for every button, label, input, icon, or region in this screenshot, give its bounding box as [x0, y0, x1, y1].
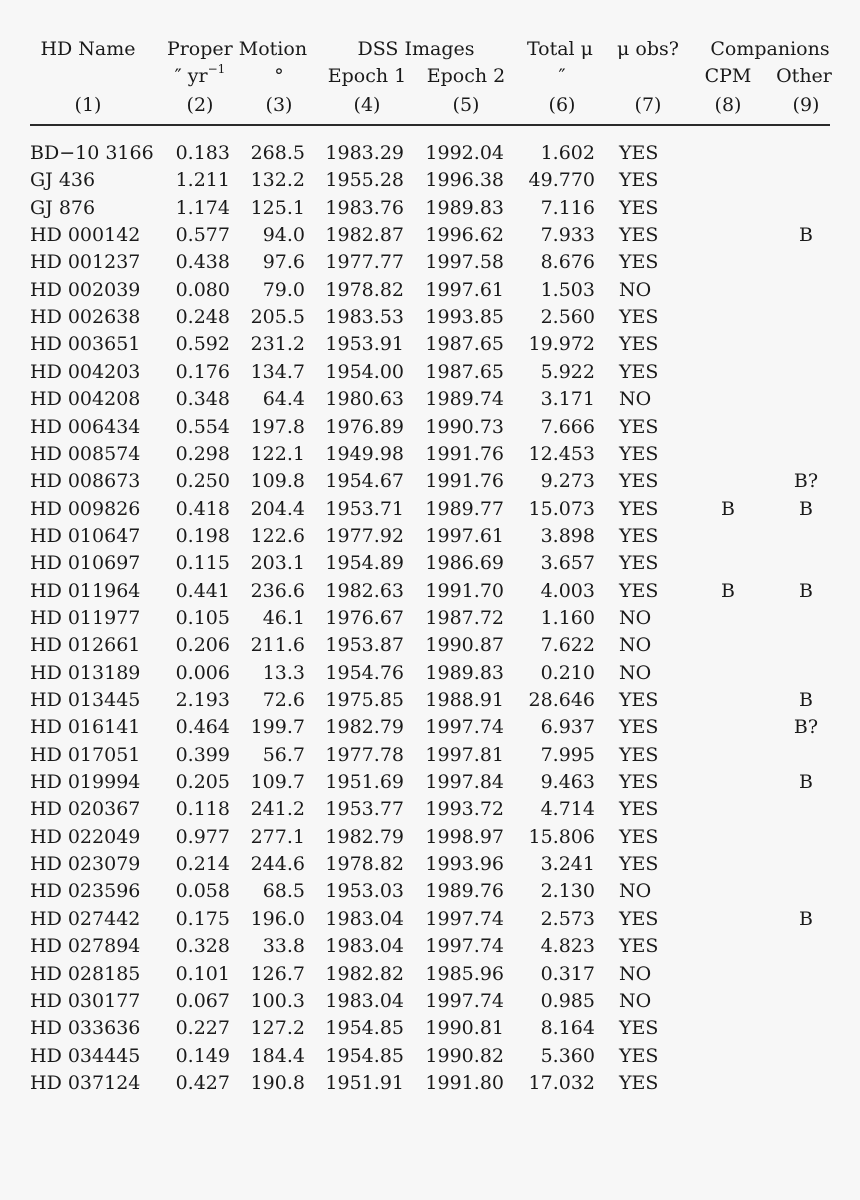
cell-obs: NO	[619, 634, 652, 657]
cell-mu: 7.933	[540, 224, 595, 247]
cell-ep1: 1978.82	[325, 278, 404, 301]
cell-ep2: 1991.80	[425, 1071, 504, 1094]
cell-pm: 0.577	[175, 224, 230, 247]
cell-pm: 0.464	[175, 716, 230, 739]
cell-ep1: 1949.98	[325, 442, 404, 465]
cell-obs: YES	[619, 552, 659, 575]
cell-mu: 3.898	[540, 524, 595, 547]
cell-ep2: 1987.72	[425, 606, 504, 629]
header-proper-motion: Proper Motion	[166, 38, 308, 60]
cell-name: HD 037124	[30, 1071, 141, 1094]
cell-pm: 0.115	[175, 552, 230, 575]
cell-obs: YES	[619, 1071, 659, 1094]
cell-obs: YES	[619, 524, 659, 547]
cell-ep2: 1997.81	[425, 743, 504, 766]
cell-ep2: 1986.69	[425, 552, 504, 575]
cell-obs: YES	[619, 333, 659, 356]
cell-name: HD 017051	[30, 743, 141, 766]
cell-name: HD 016141	[30, 716, 141, 739]
cell-ep2: 1997.61	[425, 524, 504, 547]
cell-pm: 1.211	[175, 169, 230, 192]
cell-mu: 0.210	[540, 661, 595, 684]
cell-other: B?	[793, 470, 819, 493]
cell-ep2: 1993.72	[425, 798, 504, 821]
cell-ep2: 1991.76	[425, 442, 504, 465]
cell-ep2: 1997.58	[425, 251, 504, 274]
cell-pa: 125.1	[250, 196, 305, 219]
cell-name: HD 010697	[30, 552, 141, 575]
cell-cpm: B	[721, 579, 735, 602]
cell-ep1: 1983.76	[325, 196, 404, 219]
cell-obs: YES	[619, 935, 659, 958]
header-total-mu: Total μ	[526, 38, 594, 60]
cell-pm: 0.427	[175, 1071, 230, 1094]
col-number-2: (2)	[186, 94, 214, 116]
cell-other: B	[799, 771, 813, 794]
cell-ep1: 1982.82	[325, 962, 404, 985]
cell-pm: 0.248	[175, 306, 230, 329]
cell-mu: 7.622	[540, 634, 595, 657]
cell-name: HD 013445	[30, 689, 141, 711]
cell-mu: 15.806	[528, 825, 595, 848]
cell-mu: 2.130	[540, 880, 595, 903]
cell-ep2: 1989.77	[425, 497, 504, 520]
cell-obs: YES	[619, 142, 659, 164]
cell-mu: 0.317	[540, 962, 595, 985]
cell-pm: 0.348	[175, 388, 230, 411]
cell-ep2: 1997.74	[425, 907, 504, 930]
cell-pa: 122.1	[250, 442, 305, 465]
cell-obs: YES	[619, 798, 659, 821]
cell-name: HD 002039	[30, 278, 141, 301]
cell-ep1: 1953.03	[325, 880, 404, 903]
cell-name: HD 008673	[30, 470, 141, 493]
cell-pa: 231.2	[250, 333, 305, 356]
cell-ep1: 1953.87	[325, 634, 404, 657]
cell-name: HD 023596	[30, 880, 141, 903]
cell-name: GJ 876	[30, 196, 96, 219]
cell-ep1: 1982.79	[325, 825, 404, 848]
cell-name: HD 002638	[30, 306, 141, 329]
cell-mu: 4.003	[540, 579, 595, 602]
cell-mu: 0.985	[540, 989, 595, 1012]
cell-pa: 244.6	[250, 853, 305, 876]
cell-pm: 0.105	[175, 606, 230, 629]
cell-pm: 0.227	[175, 1017, 230, 1040]
cell-mu: 3.241	[540, 853, 595, 876]
cell-pm: 0.214	[175, 853, 230, 876]
cell-ep1: 1954.00	[325, 360, 404, 383]
cell-ep2: 1996.38	[425, 169, 504, 192]
cell-name: HD 003651	[30, 333, 141, 356]
cell-mu: 2.573	[540, 907, 595, 930]
cell-ep2: 1990.81	[425, 1017, 504, 1040]
cell-obs: YES	[619, 1017, 659, 1040]
cell-mu: 1.602	[540, 142, 595, 164]
cell-ep2: 1990.73	[425, 415, 504, 438]
cell-mu: 9.273	[540, 470, 595, 493]
cell-mu: 5.922	[540, 360, 595, 383]
cell-obs: YES	[619, 907, 659, 930]
cell-pa: 197.8	[250, 415, 305, 438]
cell-obs: YES	[619, 251, 659, 274]
cell-name: HD 034445	[30, 1044, 141, 1067]
cell-name: HD 000142	[30, 224, 141, 247]
cell-obs: YES	[619, 1044, 659, 1067]
cell-name: HD 023079	[30, 853, 141, 876]
cell-pa: 204.4	[250, 497, 305, 520]
cell-ep2: 1989.74	[425, 388, 504, 411]
cell-ep1: 1954.85	[325, 1044, 404, 1067]
cell-obs: YES	[619, 853, 659, 876]
cell-ep1: 1977.78	[325, 743, 404, 766]
cell-mu: 5.360	[540, 1044, 595, 1067]
pm-rate-unit-text: ″ yr	[174, 65, 208, 87]
cell-pa: 268.5	[250, 142, 305, 164]
header-total-unit: ″	[558, 65, 566, 87]
col-number-1: (1)	[74, 94, 102, 116]
cell-ep1: 1983.04	[325, 935, 404, 958]
cell-name: HD 004208	[30, 388, 141, 411]
cell-pm: 0.175	[175, 907, 230, 930]
cell-pa: 241.2	[250, 798, 305, 821]
cell-ep1: 1977.77	[325, 251, 404, 274]
cell-pm: 0.118	[175, 798, 230, 821]
col-number-7: (7)	[634, 94, 662, 116]
header-epoch1: Epoch 1	[327, 65, 407, 87]
cell-other: B	[799, 907, 813, 930]
cell-ep2: 1987.65	[425, 333, 504, 356]
cell-name: GJ 436	[30, 169, 96, 192]
cell-obs: YES	[619, 470, 659, 493]
cell-obs: YES	[619, 743, 659, 766]
cell-pa: 97.6	[262, 251, 305, 274]
cell-ep1: 1982.79	[325, 716, 404, 739]
cell-name: HD 022049	[30, 825, 141, 848]
cell-pm: 0.438	[175, 251, 230, 274]
cell-name: HD 020367	[30, 798, 141, 821]
cell-pa: 132.2	[250, 169, 305, 192]
header-pm-angle-unit: °	[274, 65, 284, 87]
cell-pa: 190.8	[250, 1071, 305, 1094]
cell-pm: 0.006	[175, 661, 230, 684]
cell-mu: 15.073	[528, 497, 595, 520]
cell-pa: 122.6	[250, 524, 305, 547]
header-other: Other	[776, 65, 832, 87]
cell-mu: 7.666	[540, 415, 595, 438]
cell-name: HD 001237	[30, 251, 141, 274]
cell-ep1: 1977.92	[325, 524, 404, 547]
cell-pm: 0.977	[175, 825, 230, 848]
header-mu-obs: μ obs?	[617, 38, 679, 60]
cell-pa: 277.1	[250, 825, 305, 848]
cell-obs: YES	[619, 306, 659, 329]
cell-mu: 12.453	[528, 442, 595, 465]
header-dss-images: DSS Images	[357, 38, 475, 60]
header-cpm: CPM	[704, 65, 752, 87]
cell-ep1: 1983.04	[325, 989, 404, 1012]
col-number-4: (4)	[353, 94, 381, 116]
cell-ep1: 1954.67	[325, 470, 404, 493]
cell-name: HD 006434	[30, 415, 141, 438]
cell-ep2: 1997.61	[425, 278, 504, 301]
cell-mu: 19.972	[528, 333, 595, 356]
cell-name: HD 027894	[30, 935, 141, 958]
col-number-6: (6)	[548, 94, 576, 116]
cell-obs: YES	[619, 825, 659, 848]
cell-ep1: 1976.89	[325, 415, 404, 438]
cell-pm: 2.193	[175, 689, 230, 711]
header-rule	[30, 124, 830, 126]
cell-pm: 0.250	[175, 470, 230, 493]
cell-other: B	[799, 579, 813, 602]
cell-ep1: 1982.87	[325, 224, 404, 247]
cell-mu: 3.171	[540, 388, 595, 411]
cell-name: BD−10 3166	[30, 142, 154, 164]
cell-other: B?	[793, 716, 819, 739]
cell-pa: 196.0	[250, 907, 305, 930]
cell-name: HD 033636	[30, 1017, 141, 1040]
cell-name: HD 008574	[30, 442, 141, 465]
cell-mu: 4.823	[540, 935, 595, 958]
cell-obs: YES	[619, 442, 659, 465]
cell-obs: NO	[619, 661, 652, 684]
cell-pa: 109.7	[250, 771, 305, 794]
cell-obs: YES	[619, 497, 659, 520]
cell-obs: NO	[619, 388, 652, 411]
cell-obs: YES	[619, 360, 659, 383]
cell-obs: NO	[619, 880, 652, 903]
cell-pm: 0.067	[175, 989, 230, 1012]
cell-pm: 0.399	[175, 743, 230, 766]
cell-pm: 0.176	[175, 360, 230, 383]
cell-name: HD 019994	[30, 771, 141, 794]
cell-ep1: 1982.63	[325, 579, 404, 602]
cell-name: HD 009826	[30, 497, 141, 520]
cell-ep2: 1997.74	[425, 935, 504, 958]
cell-ep2: 1993.96	[425, 853, 504, 876]
cell-pa: 46.1	[262, 606, 305, 629]
col-number-3: (3)	[265, 94, 293, 116]
cell-pm: 0.101	[175, 962, 230, 985]
cell-ep2: 1992.04	[425, 142, 504, 164]
cell-mu: 28.646	[528, 689, 595, 711]
cell-ep1: 1978.82	[325, 853, 404, 876]
cell-mu: 8.676	[540, 251, 595, 274]
cell-obs: YES	[619, 771, 659, 794]
cell-ep2: 1991.76	[425, 470, 504, 493]
cell-pm: 0.198	[175, 524, 230, 547]
cell-pa: 134.7	[250, 360, 305, 383]
cell-pm: 0.206	[175, 634, 230, 657]
cell-ep1: 1983.29	[325, 142, 404, 164]
cell-ep2: 1997.74	[425, 716, 504, 739]
cell-ep2: 1989.83	[425, 661, 504, 684]
cell-ep1: 1954.76	[325, 661, 404, 684]
cell-ep1: 1954.89	[325, 552, 404, 575]
cell-ep1: 1953.77	[325, 798, 404, 821]
col-number-8: (8)	[714, 94, 742, 116]
header-hd-name: HD Name	[40, 38, 136, 60]
cell-name: HD 013189	[30, 661, 141, 684]
cell-pa: 236.6	[250, 579, 305, 602]
cell-obs: NO	[619, 606, 652, 629]
cell-mu: 2.560	[540, 306, 595, 329]
header-companions: Companions	[710, 38, 830, 60]
cell-pm: 0.441	[175, 579, 230, 602]
cell-obs: NO	[619, 962, 652, 985]
cell-ep2: 1990.82	[425, 1044, 504, 1067]
cell-pm: 0.554	[175, 415, 230, 438]
cell-ep2: 1989.76	[425, 880, 504, 903]
cell-pa: 199.7	[250, 716, 305, 739]
cell-pa: 68.5	[262, 880, 305, 903]
cell-obs: NO	[619, 278, 652, 301]
cell-pa: 109.8	[250, 470, 305, 493]
cell-pm: 0.183	[175, 142, 230, 164]
cell-pm: 0.592	[175, 333, 230, 356]
cell-ep2: 1997.84	[425, 771, 504, 794]
cell-name: HD 011964	[30, 579, 141, 602]
cell-ep2: 1987.65	[425, 360, 504, 383]
cell-pm: 0.328	[175, 935, 230, 958]
cell-pa: 127.2	[250, 1017, 305, 1040]
cell-name: HD 027442	[30, 907, 141, 930]
cell-pm: 0.058	[175, 880, 230, 903]
cell-mu: 49.770	[528, 169, 595, 192]
cell-mu: 1.503	[540, 278, 595, 301]
cell-pa: 94.0	[262, 224, 305, 247]
cell-ep2: 1996.62	[425, 224, 504, 247]
cell-pa: 205.5	[250, 306, 305, 329]
cell-mu: 7.116	[540, 196, 595, 219]
header-epoch2: Epoch 2	[426, 65, 506, 87]
header-pm-rate-unit	[174, 61, 226, 87]
cell-mu: 4.714	[540, 798, 595, 821]
cell-cpm: B	[721, 497, 735, 520]
cell-ep2: 1993.85	[425, 306, 504, 329]
cell-pa: 33.8	[262, 935, 305, 958]
col-number-5: (5)	[452, 94, 480, 116]
cell-mu: 1.160	[540, 606, 595, 629]
cell-other: B	[799, 689, 813, 711]
cell-ep1: 1951.91	[325, 1071, 404, 1094]
cell-pm: 1.174	[175, 196, 230, 219]
cell-pa: 72.6	[262, 689, 305, 711]
cell-obs: NO	[619, 989, 652, 1012]
cell-pm: 0.149	[175, 1044, 230, 1067]
cell-pm: 0.298	[175, 442, 230, 465]
cell-ep1: 1983.53	[325, 306, 404, 329]
cell-name: HD 030177	[30, 989, 141, 1012]
cell-ep2: 1985.96	[425, 962, 504, 985]
cell-obs: YES	[619, 169, 659, 192]
cell-pa: 56.7	[262, 743, 305, 766]
cell-ep1: 1980.63	[325, 388, 404, 411]
cell-pa: 126.7	[250, 962, 305, 985]
cell-name: HD 012661	[30, 634, 141, 657]
cell-pa: 211.6	[250, 634, 305, 657]
cell-mu: 3.657	[540, 552, 595, 575]
cell-mu: 7.995	[540, 743, 595, 766]
cell-obs: YES	[619, 415, 659, 438]
cell-pa: 203.1	[250, 552, 305, 575]
cell-pa: 13.3	[262, 661, 305, 684]
cell-obs: YES	[619, 689, 659, 711]
cell-name: HD 028185	[30, 962, 141, 985]
cell-pa: 79.0	[262, 278, 305, 301]
cell-ep1: 1953.91	[325, 333, 404, 356]
cell-obs: YES	[619, 579, 659, 602]
cell-obs: YES	[619, 716, 659, 739]
cell-obs: YES	[619, 196, 659, 219]
cell-obs: YES	[619, 224, 659, 247]
cell-pa: 184.4	[250, 1044, 305, 1067]
cell-pa: 64.4	[262, 388, 305, 411]
cell-ep1: 1983.04	[325, 907, 404, 930]
cell-ep2: 1988.91	[425, 689, 504, 711]
cell-mu: 8.164	[540, 1017, 595, 1040]
cell-pm: 0.418	[175, 497, 230, 520]
cell-ep1: 1953.71	[325, 497, 404, 520]
col-number-9: (9)	[792, 94, 820, 116]
cell-name: HD 011977	[30, 606, 141, 629]
cell-ep2: 1991.70	[425, 579, 504, 602]
cell-pa: 100.3	[250, 989, 305, 1012]
cell-ep1: 1955.28	[325, 169, 404, 192]
cell-mu: 6.937	[540, 716, 595, 739]
cell-ep1: 1976.67	[325, 606, 404, 629]
cell-ep2: 1998.97	[425, 825, 504, 848]
cell-pm: 0.205	[175, 771, 230, 794]
cell-ep1: 1954.85	[325, 1017, 404, 1040]
cell-other: B	[799, 224, 813, 247]
cell-name: HD 010647	[30, 524, 141, 547]
cell-other: B	[799, 497, 813, 520]
cell-name: HD 004203	[30, 360, 141, 383]
pm-rate-unit-exponent: −1	[207, 61, 226, 76]
cell-ep2: 1989.83	[425, 196, 504, 219]
cell-ep2: 1997.74	[425, 989, 504, 1012]
cell-ep1: 1975.85	[325, 689, 404, 711]
cell-ep1: 1951.69	[325, 771, 404, 794]
cell-pm: 0.080	[175, 278, 230, 301]
cell-ep2: 1990.87	[425, 634, 504, 657]
cell-mu: 9.463	[540, 771, 595, 794]
cell-mu: 17.032	[528, 1071, 595, 1094]
